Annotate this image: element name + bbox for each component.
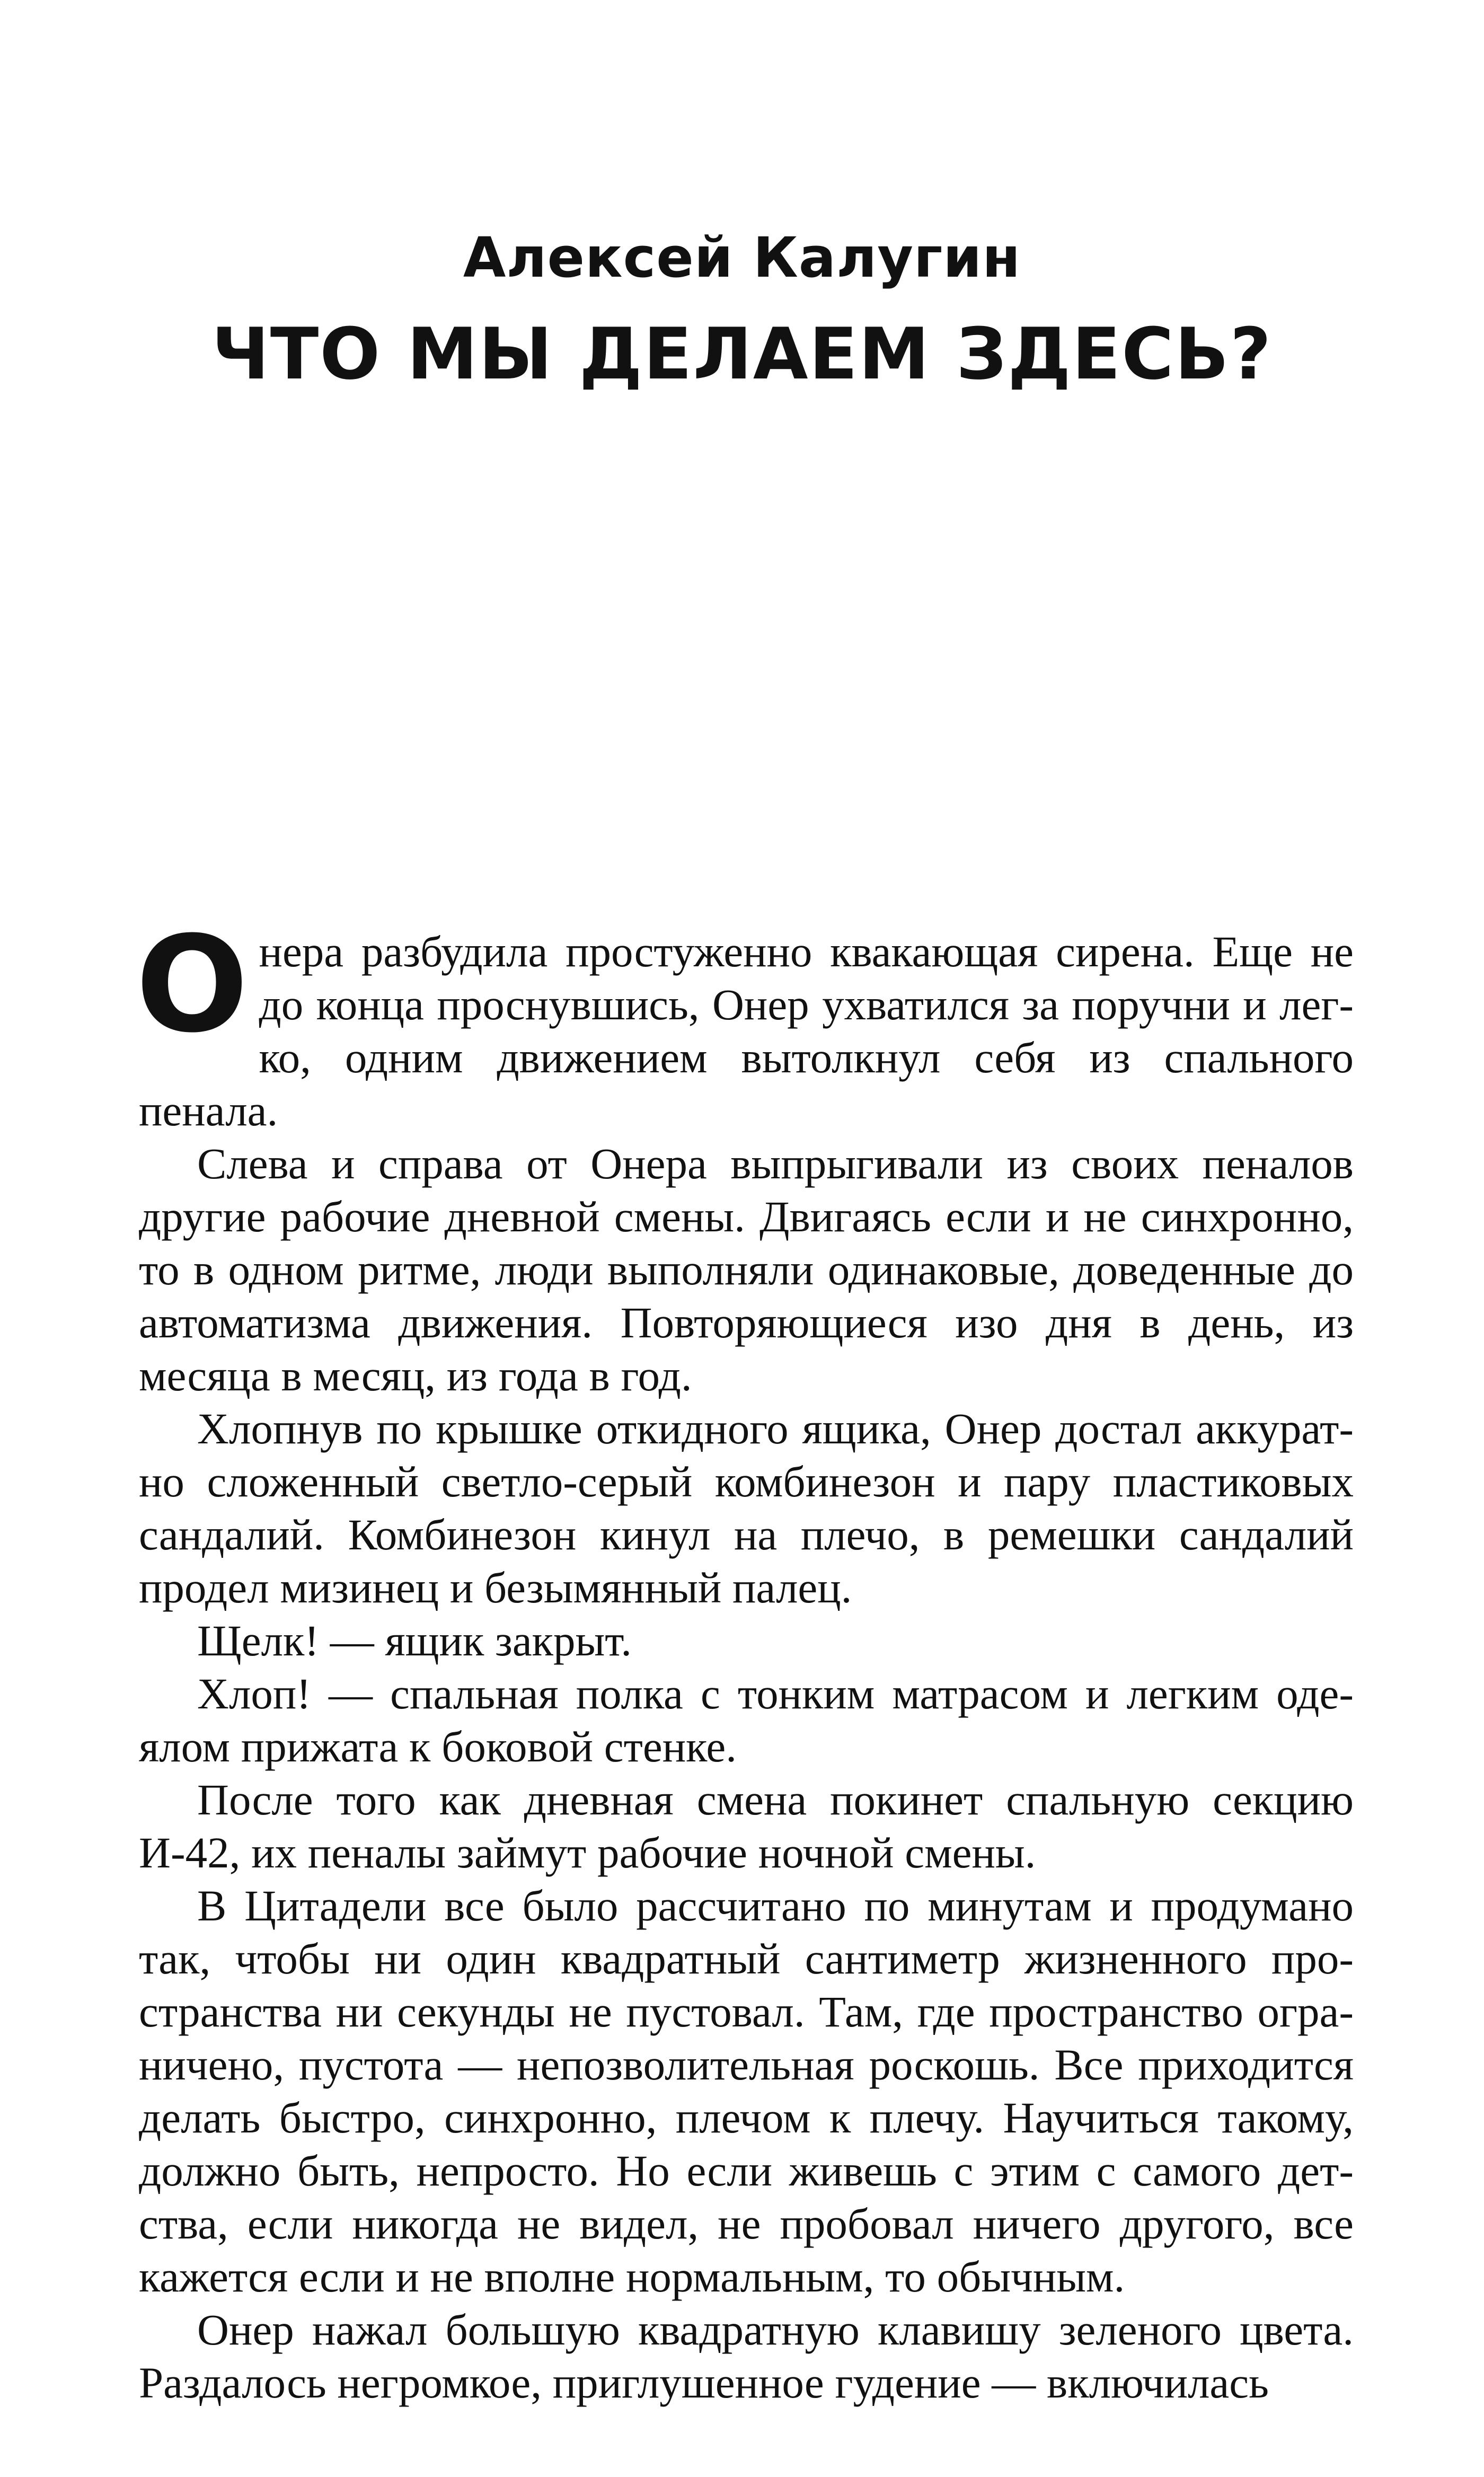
paragraph-4: Щелк! — ящик закрыт. — [197, 1616, 632, 1665]
paragraph-2: Слева и справа от Онера выпрыгивали из своих пеналов другие рабочие дневной смены. Двигаясь если и не синхронно, то в одном ритме, люди выполняли одинаковые, доведенные до автоматизма движения. Повторяющиеся изо дня в день, из месяца в месяц, из года в год. — [139, 1139, 1354, 1400]
story-text — [136, 907, 1354, 2409]
paragraph-6: После того как дневная смена покинет спальную секцию И-42, их пеналы займут рабочие ночной смены. — [139, 1775, 1354, 1877]
paragraph-7: В Цитадели все было рассчитано по минутам и продумано так, чтобы ни один квадратный сантиметр жизненного пространства ни секунды не пустовал. Там, где пространство ограничено, пустота — непозволительная роскошь. Все приходится делать быстро, синхронно, плечом к плечу. Научиться такому, должно быть, непросто. Но если живешь с этим с самого детства, если никогда не видел, не пробовал ничего другого, все кажется если и не вполне нормальным, то обычным. — [139, 1881, 1354, 2301]
paragraph-1 — [136, 907, 1354, 1137]
author-name: Алексей Калугин — [463, 225, 1021, 290]
chapter-title: ЧТО МЫ ДЕЛАЕМ ЗДЕСЬ? — [211, 313, 1273, 395]
paragraph-1-text: нера разбудила простуженно квакающая сирена. Еще не до конца проснувшись, Онер ухватился за поручни и легко, одним движением вытолкнул себя из спального пенала. — [139, 927, 1354, 1135]
drop-cap: О — [136, 907, 249, 1062]
paragraph-5: Хлоп! — спальная полка с тонким матрасом и легким одеялом прижата к боковой стенке. — [139, 1669, 1354, 1771]
paragraph-3: Хлопнув по крышке откидного ящика, Онер достал аккуратно сложенный светло-серый комбинезон и пару пластиковых сандалий. Комбинезон кинул на плечо, в ремешки сандалий продел мизинец и безымянный палец. — [139, 1404, 1354, 1612]
paragraph-8: Онер нажал большую квадратную клавишу зеленого цвета. Раздалось негромкое, приглушенное гудение — включилась — [139, 2305, 1354, 2407]
